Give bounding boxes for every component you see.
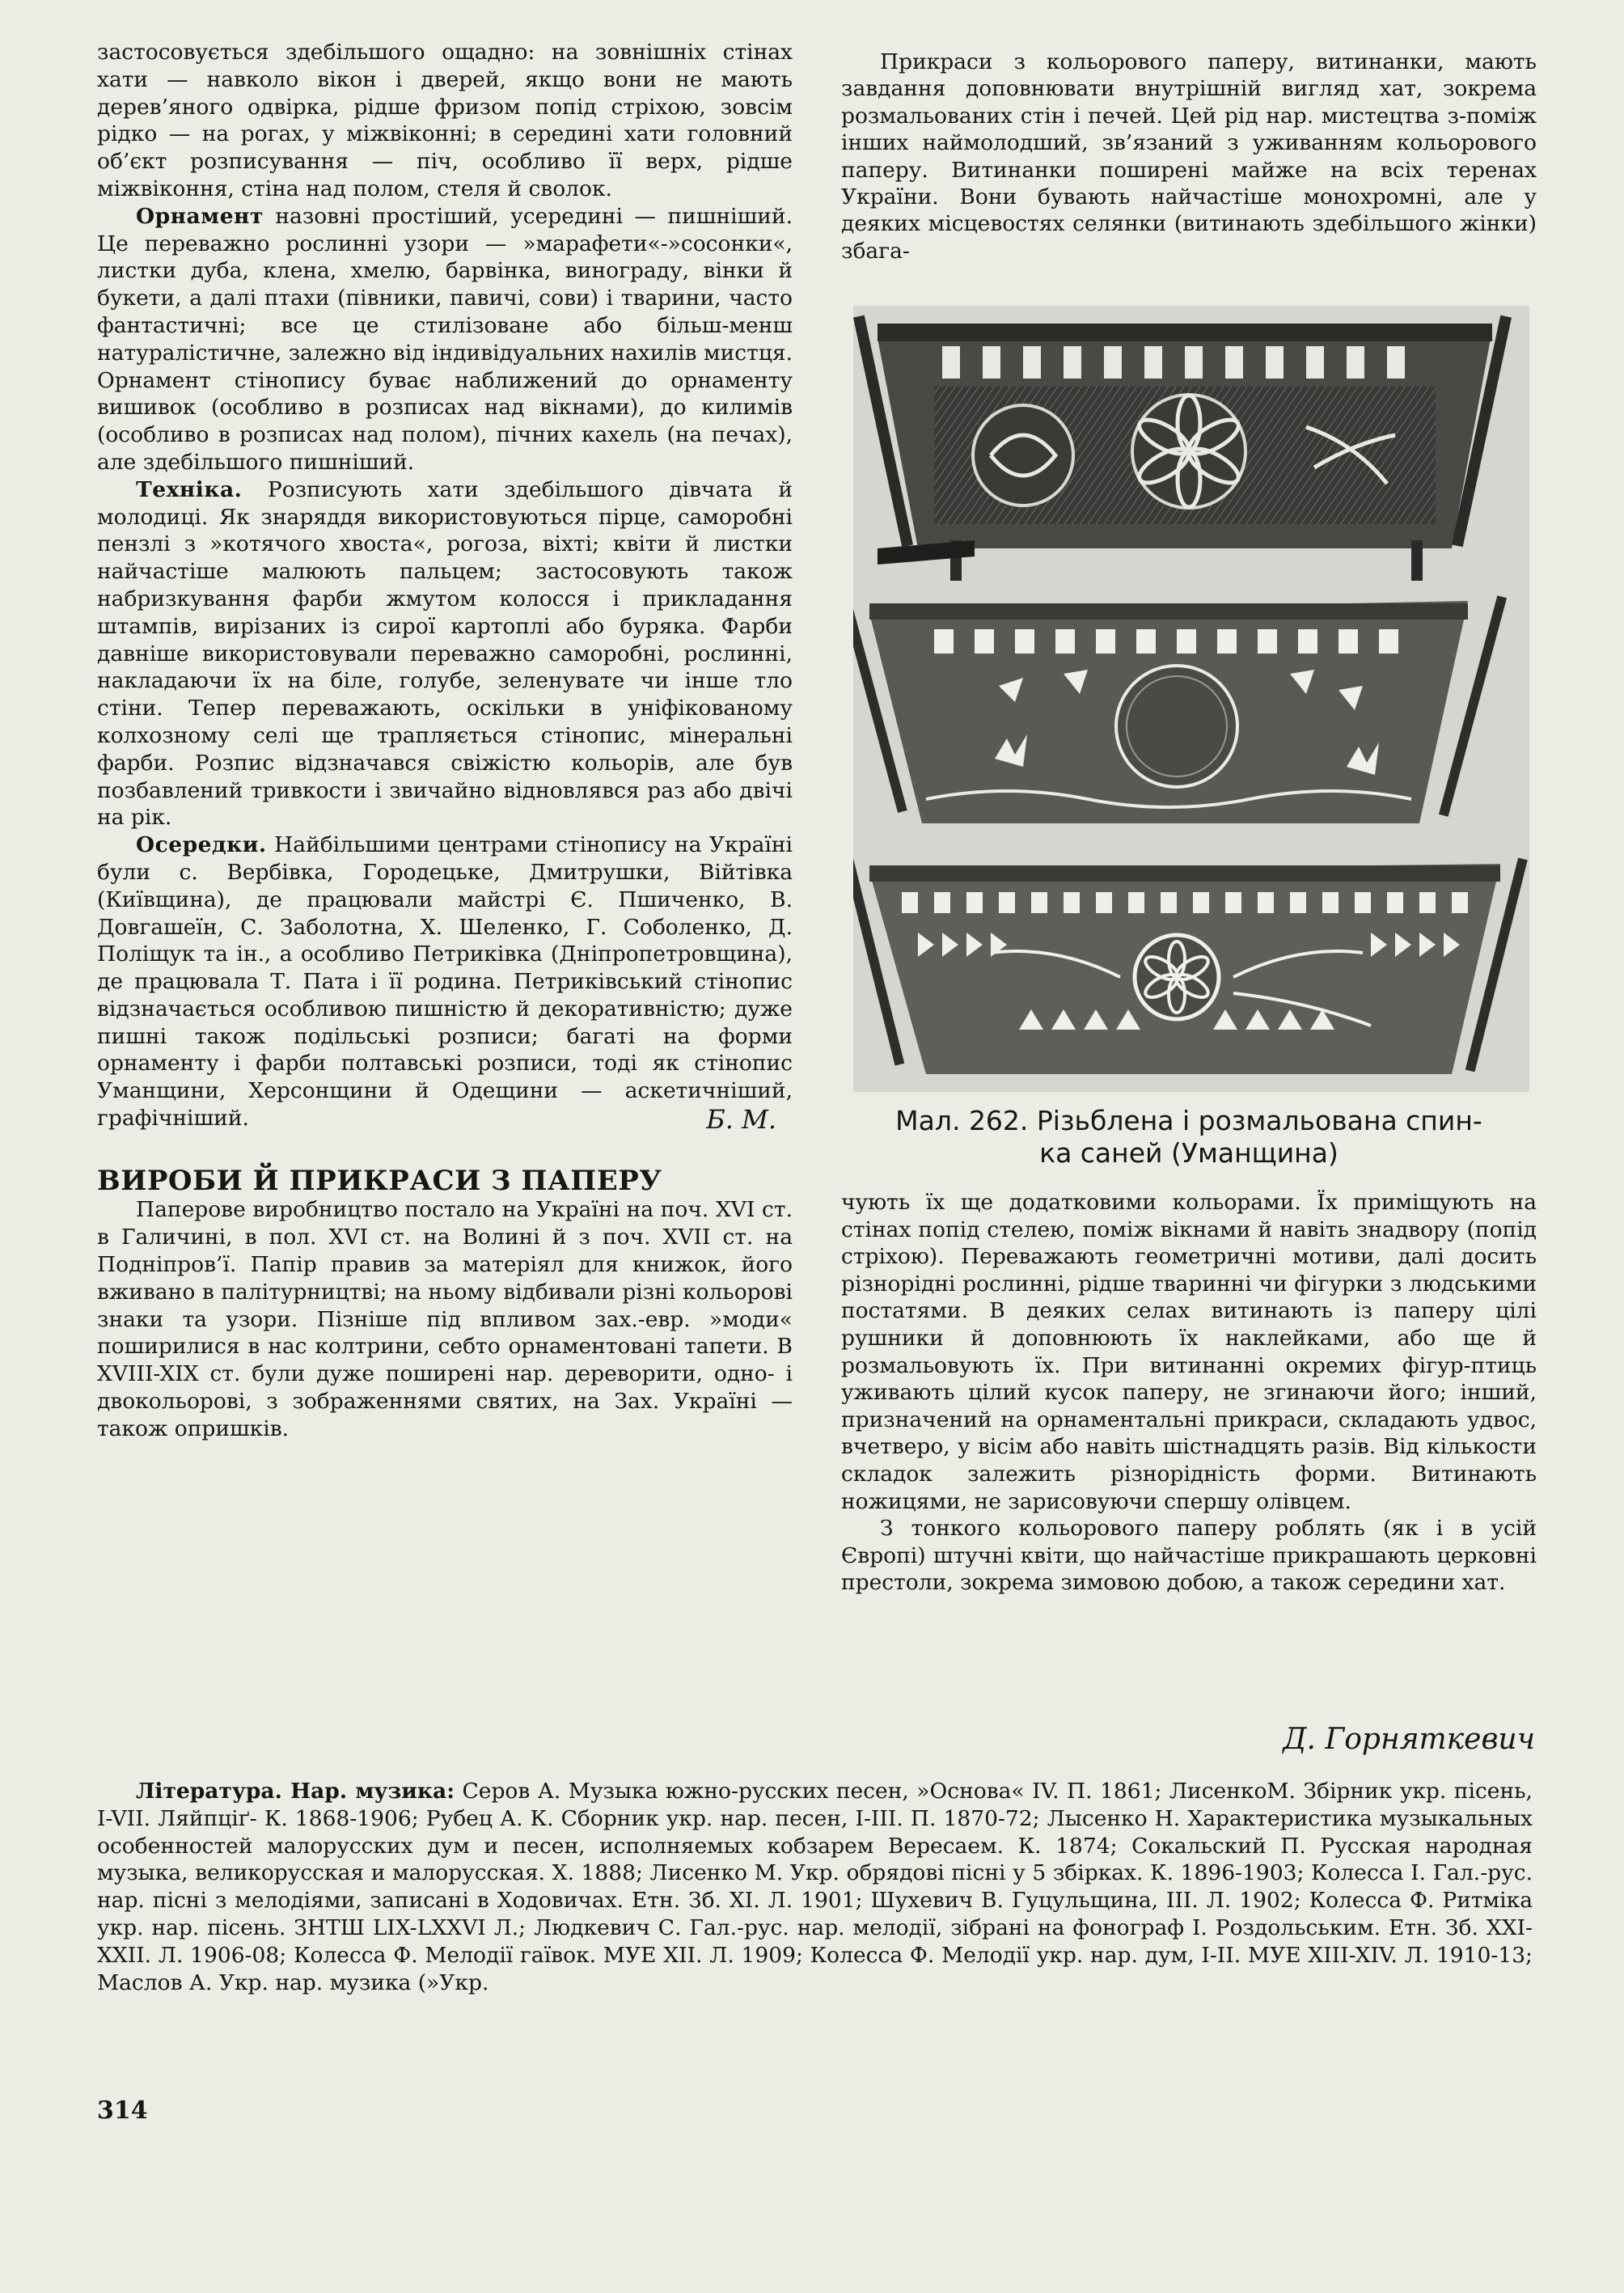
- technique-lead: Техніка.: [136, 476, 243, 502]
- literature-references: [97, 1778, 1533, 1996]
- technique-text: Розписують хати здебільшого дівчата й молодиці. Як знаряддя використовуються пірце, саморобні пензлі з »котячого хвоста«, рогоза, віхті; квіти й листки найчастіше малюють пальцем; застосовують також набризкування фарби жмутом колосся і прикладання штампів, вирізаних із сирої картоплі або буряка. Фарби давніше використовували переважно саморобні, рослинні, накладаючи їх на біле, голубе, зеленувате чи інше тло стіни. Тепер переважають, оскільки в уніфікованому колхозному селі ще трапляється стінопис, мінеральні фарби. Розпис відзначався свіжістю кольорів, але був позбавлений тривкости і звичайно відновлявся раз або двічі на рік.: [97, 476, 793, 831]
- ornament-text: назовні простіший, усередині — пишніший. Це переважно рослинні узори — »марафети«-»сосонки«, листки дуба, клена, хмелю, барвінка, винограду, вінки й букети, а далі птахи (півники, павичі, сови) і тварини, часто фантастичні; все це стилізоване або більш-менш натуралістичне, залежно від індивідуальних нахилів мистця. Орнамент стінопису буває наближений до орнаменту вишивок (особливо в розписах над вікнами), до килимів (особливо в розписах над полом), пічних кахель (на печах), але здебільшого пишніший.: [97, 203, 793, 475]
- author-signature-dh: Д. Горняткевич: [1283, 1723, 1535, 1756]
- ornament-lead: Орнамент: [136, 203, 264, 229]
- paragraph-wall-painting: застосовується здебільшого ощадно: на зовнішніх стінах хати — навколо вікон і дверей, якщо вони не мають дерев’яного одвірка, рідше фризом попід стріхою, зовсім рідко — на рогах, у міжвіконні; в середині хати головний об’єкт розписування — піч, особливо її верх, рідше міжвіконня, стіна над полом, стеля й сволок.: [97, 40, 793, 201]
- left-column: [97, 39, 793, 1443]
- paragraph-artificial-flowers: З тонкого кольорового паперу роблять (як і в усій Європі) штучні квіти, що найчастіше прикрашають церковні престоли, зокрема зимовою добою, а також середини хат.: [841, 1516, 1537, 1596]
- paragraph-centers: [97, 831, 793, 1135]
- centers-text: Найбільшими центрами стінопису на Україні були с. Вербівка, Городецьке, Дмитрушки, Війтівка (Київщина), де працювали майстрі Є. Пшиченко, В. Довгашеїн, С. Заболотна, Х. Шеленко, Г. Соболенко, Д. Поліщук та ін., а особливо Петриківка (Дніпропетровщина), де працювала Т. Пата і її родина. Петриківський стінопис відзначається особливою пишністю й декоративністю; дуже пишні також подільські розписи; багаті на форми орнаменту і фарби полтавські розписи, тоді як стінопис Уманщини, Херсонщини й Одещини — аскетичніший, графічніший.: [97, 832, 793, 1132]
- figure-sled-backs: [853, 306, 1529, 1092]
- paragraph-technique: [97, 476, 793, 831]
- sled-backs-illustration: [853, 306, 1529, 1092]
- sled-back-2: [853, 595, 1507, 823]
- paragraph-cutouts: чують їх ще додатковими кольорами. Їх приміщують на стінах попід стелею, поміж вікнами й навіть знадвору (попід стріхою). Переважають геометричні мотиви, далі досить різнорідні рослинні, рідше тваринні чи фігурки з людськими постатями. В деяких селах витинають із паперу цілі рушники й доповнюють їх наклейками, або ще й розмальовують їх. При витинанні окремих фігур-птиць уживають цілий кусок паперу, не згинаючи його; інший, призначений на орнаментальні прикраси, складають удвос, вчетверо, у вісім або навіть шістнадцять разів. Від кількости складок залежить різнорідність форми. Витинають ножицями, не зарисовуючи спершу олівцем.: [841, 1190, 1537, 1514]
- page-number: 314: [97, 2096, 148, 2125]
- paragraph-ornament: [97, 203, 793, 476]
- right-column-top: [841, 49, 1537, 264]
- figure-caption-line-1: Мал. 262. Різьблена і розмальована спин-: [895, 1105, 1482, 1136]
- figure-caption-line-2: ка саней (Уманщина): [1039, 1137, 1339, 1169]
- figure-caption: [841, 1105, 1537, 1170]
- paragraph-paper-production: Паперове виробництво постало на Україні на поч. XVI ст. в Галичині, в пол. XVI ст. на Волині й з поч. XVII ст. на Подніпров’ї. Папір правив за матеріял для книжок, його вживано в палітурництві; на ньому відбивали різні кольорові знаки та узори. Пізніше під впливом зах.-евр. »моди« поширилися в нас колтрини, себто орнаментовані тапети. В XVIII-XIX ст. були дуже поширені нар. дереворити, одно- і двокольорові, з зображеннями святих, на Зах. Україні — також опришків.: [97, 1197, 793, 1441]
- centers-lead: Осередки.: [136, 832, 267, 858]
- section-title: ВИРОБИ Й ПРИКРАСИ З ПАПЕРУ: [97, 1164, 662, 1197]
- paragraph-paper-decorations: Прикраси з кольорового паперу, витинанки, мають завдання доповнювати внутрішній вигляд хат, зокрема розмальованих стін і печей. Цей рід нар. мистецтва з-поміж інших наймолодший, зв’язаний з уживанням кольорового паперу. Витинанки поширені майже на всіх теренах України. Вони бувають найчастіше монохромні, але у деяких місцевостях селянки (витинають здебільшого жінки) збага-: [841, 49, 1537, 264]
- sled-back-3: [853, 857, 1528, 1074]
- literature-text: Серов А. Музыка южно-русских песен, »Основа« IV. П. 1861; ЛисенкоМ. Збірник укр. пісень, I-VII. Ляйпціґ- К. 1868-1906; Рубец А. К. Сборник укр. нар. песен, I-III. П. 1870-72; Лысенко Н. Характеристика музыкальных особенностей малорусских дум и песен, исполняемых кобзарем Вересаем. К. 1874; Сокальский П. Русская народная музыка, великорусская и малорусская. Х. 1888; Лисенко М. Укр. обрядові пісні у 5 збірках. К. 1896-1903; Колесса І. Гал.-рус. нар. пісні з мелодіями, записані в Ходовичах. Етн. Зб. XI. Л. 1901; Шухевич В. Гуцульщина, III. Л. 1902; Колесса Ф. Ритміка укр. нар. пісень. ЗНТШ LIX-LXXVI Л.; Людкевич С. Гал.-рус. нар. мелодії, зібрані на фонограф І. Роздольським. Етн. Зб. XXI-XXII. Л. 1906-08; Колесса Ф. Мелодії гаївок. МУЕ XII. Л. 1909; Колесса Ф. Мелодії укр. нар. дум, I-II. МУЕ XIII-XIV. Л. 1910-13; Маслов А. Укр. нар. музика (»Укр.: [97, 1779, 1533, 1995]
- sled-back-1: [853, 315, 1512, 581]
- right-column-bottom: [841, 1189, 1537, 1597]
- author-signature-bm: Б. М.: [706, 1103, 776, 1135]
- literature-lead: Література. Нар. музика:: [136, 1779, 455, 1804]
